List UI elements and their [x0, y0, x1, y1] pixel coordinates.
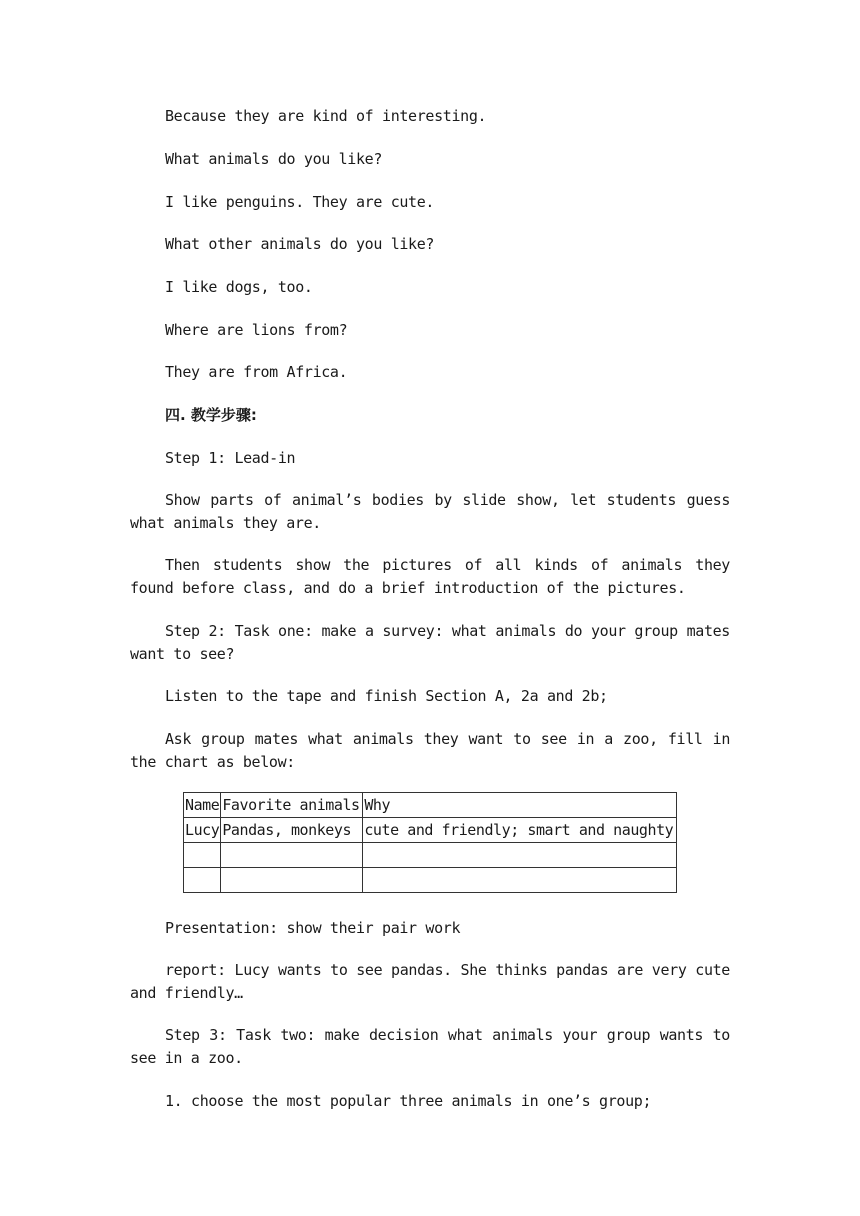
table-cell	[184, 868, 221, 893]
section-heading: 四. 教学步骤:	[165, 406, 257, 424]
table-row	[184, 818, 677, 843]
table-cell	[221, 843, 363, 868]
table-cell	[221, 868, 363, 893]
table-cell	[363, 843, 677, 868]
table-header-row	[184, 793, 677, 818]
dialogue-line-5: I like dogs, too.	[165, 278, 313, 296]
header-why: Why	[363, 793, 677, 818]
step2-title: Step 2: Task one: make a survey: what animals do your group mates want to see?	[130, 622, 730, 663]
step1-paragraph-1: Show parts of animal’s bodies by slide show, let students guess what animals they are.	[130, 491, 730, 532]
table-cell	[184, 843, 221, 868]
table-cell: Pandas, monkeys	[221, 818, 363, 843]
step2-listen: Listen to the tape and finish Section A, 2a and 2b;	[165, 687, 608, 705]
table-row	[184, 868, 677, 893]
step1-paragraph-2: Then students show the pictures of all kinds of animals they found before class, and do a brief introduction of the pictures.	[130, 556, 730, 597]
dialogue-line-2: What animals do you like?	[165, 150, 383, 168]
header-favorite-animals: Favorite animals	[221, 793, 363, 818]
dialogue-line-4: What other animals do you like?	[165, 235, 435, 253]
dialogue-line-1: Because they are kind of interesting.	[165, 107, 487, 125]
step1-title: Step 1: Lead-in	[165, 449, 296, 467]
table-cell: cute and friendly; smart and naughty	[363, 818, 677, 843]
dialogue-line-6: Where are lions from?	[165, 321, 348, 339]
table-cell: Lucy	[184, 818, 221, 843]
presentation-report: report: Lucy wants to see pandas. She thinks pandas are very cute and friendly…	[130, 961, 730, 1002]
table-cell	[363, 868, 677, 893]
presentation-line: Presentation: show their pair work	[165, 919, 461, 937]
dialogue-line-7: They are from Africa.	[165, 363, 348, 381]
table-row	[184, 843, 677, 868]
survey-table	[183, 792, 677, 893]
step3-title: Step 3: Task two: make decision what animals your group wants to see in a zoo.	[130, 1026, 730, 1067]
step3-item-1: 1. choose the most popular three animals in one’s group;	[165, 1092, 652, 1110]
dialogue-line-3: I like penguins. They are cute.	[165, 193, 435, 211]
step2-ask: Ask group mates what animals they want to see in a zoo, fill in the chart as below:	[130, 730, 730, 771]
header-name: Name	[184, 793, 221, 818]
